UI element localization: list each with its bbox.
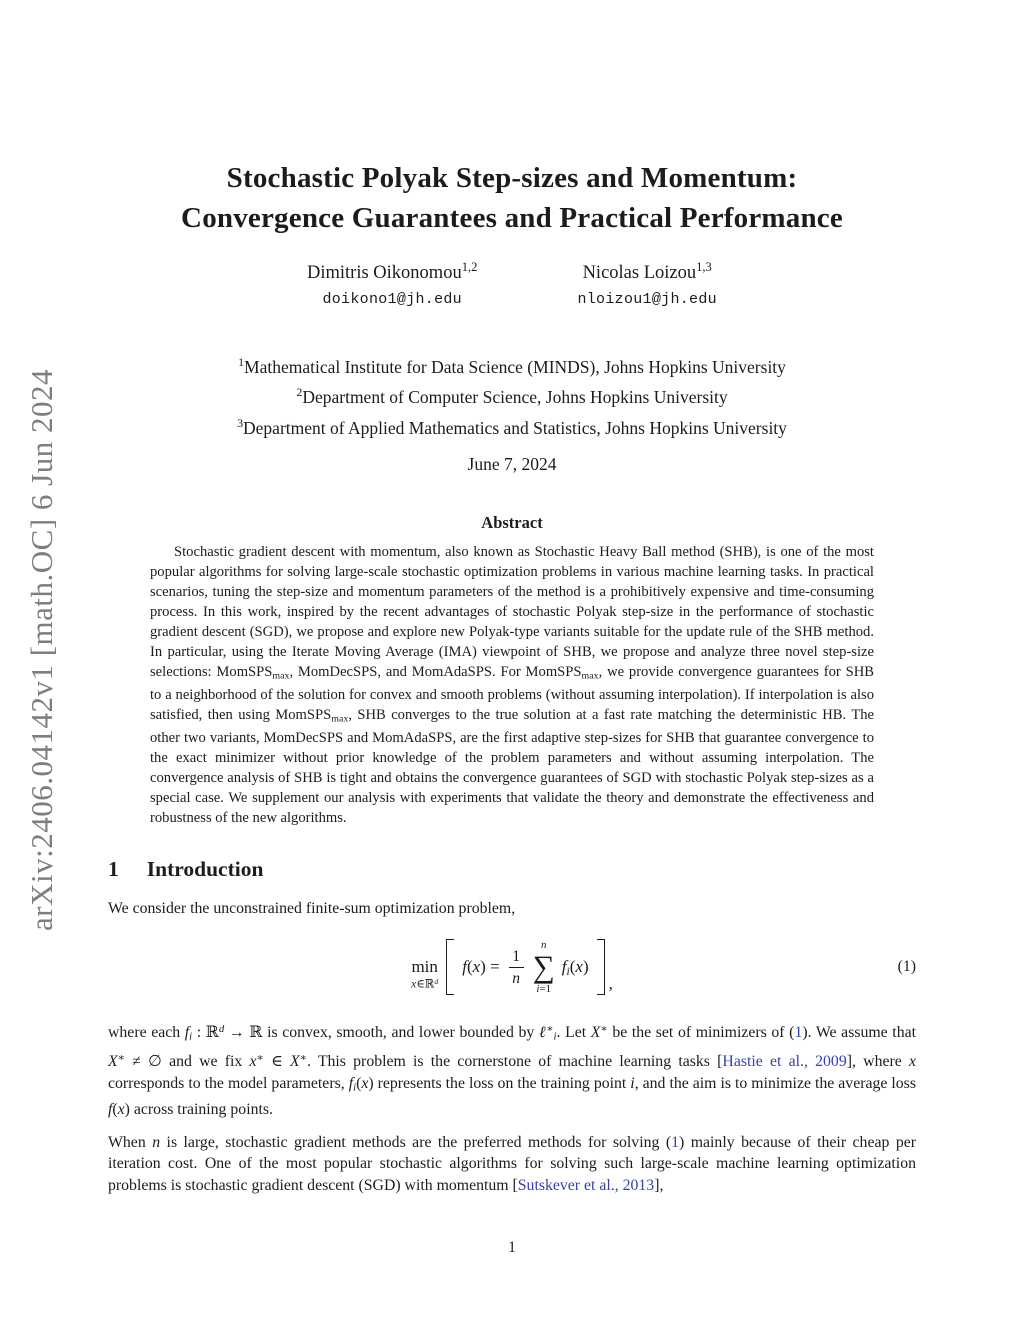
section-1-heading — [108, 857, 916, 882]
intro-paragraph-1: We consider the unconstrained finite-sum optimization problem, — [108, 899, 516, 917]
author-2-affil-sup: 1,3 — [696, 260, 712, 274]
abstract-heading: Abstract — [481, 513, 543, 533]
left-bracket — [446, 939, 454, 995]
arxiv-watermark: arXiv:2406.04142v1 [math.OC] 6 Jun 2024 — [24, 369, 59, 931]
reference-link[interactable]: Sutskever et al., 2013 — [517, 1176, 655, 1194]
body-content — [108, 857, 916, 1197]
author-1 — [307, 260, 477, 308]
affiliation-2: $^2$Department of Computer Science, Johns Hopkins University — [296, 385, 728, 408]
authors-row — [0, 260, 1024, 308]
intro-paragraph-2: where each fi : ℝ$^d$ → ℝ is convex, smooth, and lower bounded by ℓ∗i. Let X∗ be the set of minimizers of (1). We assume that X∗ ≠ ∅ and we fix x∗ ∈ X∗. This problem is the cornerstone of machine learning tasks [Hastie et al., 2009], where x corresponds to the model parameters, fi(x) represents the loss on the training point i, and the aim is to minimize the average loss f(x) across training points. — [108, 1023, 917, 1119]
abstract-text: Stochastic gradient descent with momentum, also known as Stochastic Heavy Ball method (SHB), is one of the most popular algorithms for solving large-scale stochastic optimization problems in various machine learning tasks. In practical scenarios, tuning the step-size and momentum parameters of the method is a prohibitively expensive and time-consuming process. In this work, inspired by the recent advantages of stochastic Polyak step-size in the performance of stochastic gradient descent (SGD), we propose and explore new Polyak-type variants suitable for the update rule of the SHB method. In particular, using the Iterate Moving Average (IMA) viewpoint of SHB, we propose and analyze three novel step-size selections: MomSPS$_{max}$, MomDecSPS, and MomAdaSPS. For MomSPS$_{max}$, we provide convergence guarantees for SHB to a neighborhood of the solution for convex and smooth problems (without assuming interpolation). If interpolation is also satisfied, then using MomSPS$_{max}$, SHB converges to the true solution at a fast rate matching the deterministic HB. The other two variants, MomDecSPS and MomAdaSPS, are the first adaptive step-sizes for SHB that guarantee convergence to the exact minimizer without prior knowledge of the problem parameters and without assuming interpolation. The convergence analysis of SHB is tight and obtains the convergence guarantees of SGD with stochastic Polyak step-sizes as a special case. We supplement our analysis with experiments that validate the theory and demonstrate the effectiveness and robustness of the new algorithms. — [150, 544, 875, 826]
author-2-name: Nicolas Loizou$^{1,3}$ — [582, 260, 712, 284]
paper-title — [0, 0, 1024, 238]
equation-1-body: min x∈ℝ$^d$ f(x) = $\frac{1}{n}$ n ∑ i=1 fi(x) , — [411, 939, 613, 996]
section-1-number: 1 — [108, 856, 119, 881]
equation-1 — [108, 931, 916, 1003]
title-line-2: Convergence Guarantees and Practical Performance — [181, 202, 843, 234]
affiliation-3: $^3$Department of Applied Mathematics and Statistics, Johns Hopkins University — [237, 415, 787, 438]
section-1-title: Introduction — [146, 856, 264, 881]
intro-paragraph-3: When n is large, stochastic gradient methods are the preferred methods for solving (1) mainly because of their cheap per iteration cost. One of the most popular stochastic algorithms for solving such large-scale machine learning optimization problems is stochastic gradient descent (SGD) with momentum [Sutskever et al., 2013], — [108, 1133, 916, 1194]
author-1-name: Dimitris Oikonomou$^{1,2}$ — [307, 260, 478, 284]
reference-link[interactable]: 1 — [794, 1024, 803, 1042]
summation-symbol: n ∑ i=1 — [532, 939, 555, 996]
affiliation-1: $^1$Mathematical Institute for Data Science (MINDS), Johns Hopkins University — [238, 355, 786, 377]
reference-link[interactable]: Hastie et al., 2009 — [722, 1053, 847, 1071]
min-operator: min x∈ℝ$^d$ — [411, 956, 439, 991]
page-number: 1 — [508, 1239, 516, 1256]
title-line-1: Stochastic Polyak Step-sizes and Momentum: — [226, 162, 798, 194]
fraction-1-over-n: $\frac{1}{n}$ — [509, 948, 524, 987]
reference-link[interactable]: 1 — [671, 1133, 680, 1151]
author-2 — [577, 260, 717, 308]
affiliations — [0, 350, 1024, 441]
paper-date: June 7, 2024 — [467, 454, 557, 475]
equation-1-number: (1) — [897, 958, 916, 976]
fraction-bar — [509, 967, 524, 968]
author-1-affil-sup: 1,2 — [461, 260, 478, 274]
abstract-section — [150, 513, 874, 829]
author-2-email[interactable]: nloizou1@jh.edu — [577, 291, 717, 309]
author-1-email[interactable]: doikono1@jh.edu — [322, 291, 462, 309]
right-bracket — [597, 939, 605, 995]
